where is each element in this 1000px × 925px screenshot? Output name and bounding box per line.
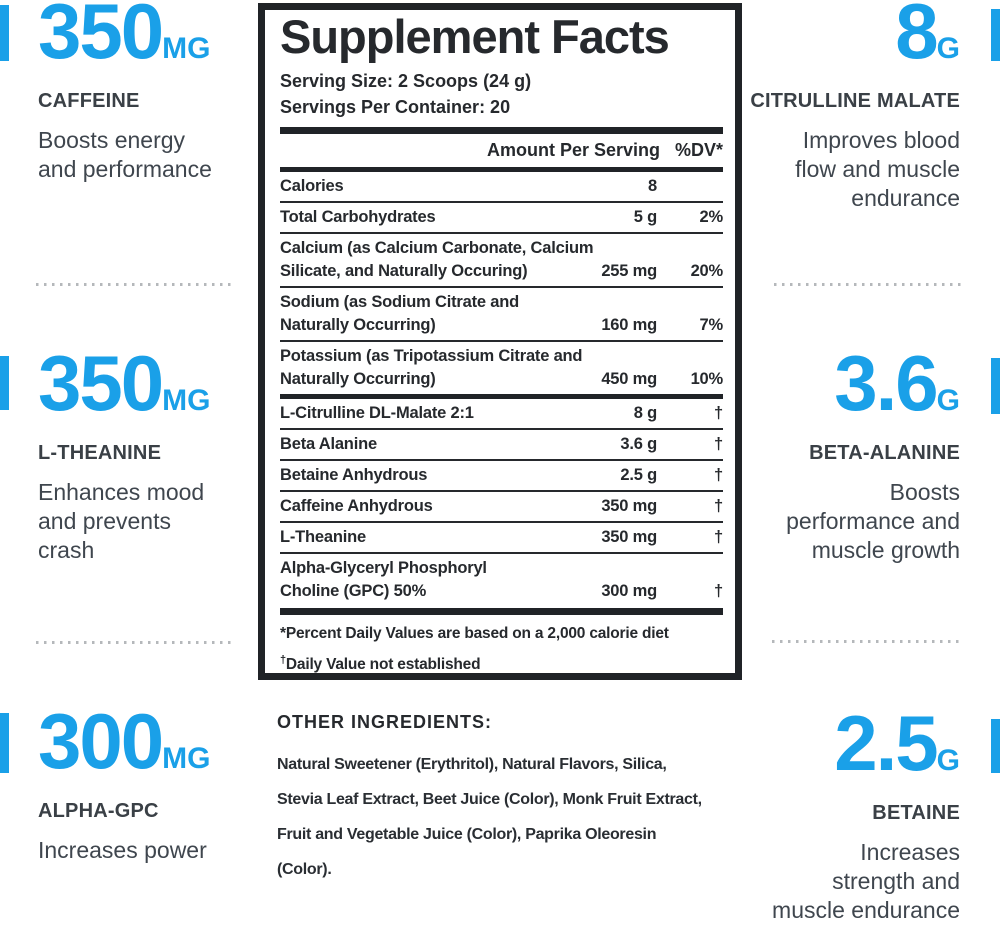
ingredient-amount: 450 mg — [601, 370, 657, 388]
dotted-divider-right-2 — [772, 640, 962, 643]
facts-row — [280, 342, 723, 394]
ingredient-amount: 3.6 g — [620, 435, 657, 453]
facts-row — [280, 234, 723, 286]
callout-description — [38, 126, 250, 184]
facts-row — [280, 492, 723, 521]
accent-bar-right-1 — [991, 9, 1000, 61]
facts-row — [280, 399, 723, 428]
accent-bar-right-2 — [991, 358, 1000, 414]
text-line: and prevents — [38, 508, 171, 534]
ingredient-dv: 2% — [699, 208, 723, 226]
facts-table — [280, 172, 723, 606]
ingredient-name: Betaine Anhydrous — [280, 466, 428, 484]
ingredient-name: Calories — [280, 177, 344, 195]
accent-bar-left-3 — [0, 713, 9, 773]
callout-description — [38, 478, 250, 565]
facts-row — [280, 430, 723, 459]
accent-bar-right-3 — [991, 719, 1000, 773]
ingredient-dv: † — [714, 466, 723, 484]
footnote-daily-value: †Daily Value not established — [280, 654, 481, 674]
text-line: Boosts energy — [38, 127, 186, 153]
footnote-percent-dv: *Percent Daily Values are based on a 2,000 calorie diet — [280, 625, 669, 642]
ingredient-dv: † — [714, 435, 723, 453]
ingredient-amount: 8 — [648, 177, 657, 195]
text-line: Stevia Leaf Extract, Beet Juice (Color), Monk Fruit Extract, — [277, 791, 702, 808]
callout-title: CITRULLINE MALATE — [750, 90, 960, 112]
text-line: Natural Sweetener (Erythritol), Natural Flavors, Silica, — [277, 756, 667, 773]
ingredient-name: Total Carbohydrates — [280, 208, 436, 226]
ingredient-dv: 20% — [690, 262, 723, 280]
servings-per-container: Servings Per Container: 20 — [280, 97, 511, 117]
callout-caffeine — [38, 0, 250, 184]
dotted-divider-right-1 — [774, 283, 962, 286]
text-line: crash — [38, 537, 95, 563]
panel-title: Supplement Facts — [280, 10, 669, 63]
callout-title: L-THEANINE — [38, 442, 162, 464]
text-line: muscle growth — [811, 537, 960, 563]
ingredient-amount: 160 mg — [601, 316, 657, 334]
facts-column-header — [280, 134, 723, 167]
ingredient-amount: 300 mg — [601, 582, 657, 600]
ingredient-amount: 255 mg — [601, 262, 657, 280]
callout-title: BETAINE — [872, 802, 960, 824]
serving-info — [280, 68, 723, 120]
ingredient-dv: † — [714, 528, 723, 546]
callout-betaine — [725, 699, 960, 925]
serving-size: Serving Size: 2 Scoops (24 g) — [280, 71, 532, 91]
heavy-rule — [280, 127, 723, 134]
column-amount-per-serving: Amount Per Serving — [486, 140, 660, 160]
ingredient-dv: † — [714, 497, 723, 515]
callout-amount: 300MG — [38, 697, 211, 785]
callout-alpha-gpc — [38, 697, 250, 865]
ingredient-amount: 350 mg — [601, 497, 657, 515]
text-line: Increases — [860, 839, 960, 865]
text-line: Improves blood — [802, 127, 960, 153]
footnotes — [280, 621, 723, 678]
facts-row — [280, 523, 723, 552]
other-ingredients-text — [277, 747, 757, 887]
dotted-divider-left-1 — [36, 283, 234, 286]
text-line: Fruit and Vegetable Juice (Color), Paprika Oleoresin — [277, 826, 657, 843]
text-line: and performance — [38, 156, 212, 182]
other-ingredients-section — [277, 712, 757, 887]
callout-title: CAFFEINE — [38, 90, 140, 112]
callout-description — [725, 478, 960, 565]
callout-amount: 350MG — [38, 0, 211, 75]
ingredient-name: Alpha-Glyceryl Phosphoryl Choline (GPC) 50% — [280, 559, 487, 600]
ingredient-amount: 5 g — [633, 208, 657, 226]
ingredient-amount: 8 g — [633, 404, 657, 422]
ingredient-name: L-Theanine — [280, 528, 367, 546]
ingredient-name: L-Citrulline DL-Malate 2:1 — [280, 404, 474, 422]
other-ingredients-heading: OTHER INGREDIENTS: — [277, 712, 493, 732]
ingredient-dv: † — [714, 582, 723, 600]
callout-amount: 350MG — [38, 339, 211, 427]
text-line: performance and — [786, 508, 960, 534]
ingredient-dv: 10% — [690, 370, 723, 388]
text-line: Boosts — [889, 479, 960, 505]
facts-row — [280, 203, 723, 232]
facts-row — [280, 172, 723, 201]
ingredient-name: Calcium (as Calcium Carbonate, Calcium Silicate, and Naturally Occuring) — [280, 239, 594, 280]
column-percent-dv: %DV* — [674, 140, 723, 160]
callout-description — [38, 836, 250, 865]
callout-description — [725, 126, 960, 213]
ingredient-name: Caffeine Anhydrous — [280, 497, 433, 515]
callout-citrulline-malate — [725, 0, 960, 213]
facts-row — [280, 554, 723, 606]
text-line: endurance — [851, 185, 960, 211]
text-line: flow and muscle — [795, 156, 960, 182]
accent-bar-left-1 — [0, 5, 9, 61]
callout-title: BETA-ALANINE — [809, 442, 960, 464]
facts-row — [280, 288, 723, 340]
ingredient-name: Potassium (as Tripotassium Citrate and Naturally Occurring) — [280, 347, 583, 388]
facts-row — [280, 461, 723, 490]
text-line: Increases power — [38, 837, 207, 863]
supplement-facts-panel — [258, 3, 742, 680]
callout-amount: 8G — [895, 0, 960, 75]
ingredient-amount: 350 mg — [601, 528, 657, 546]
text-line: (Color). — [277, 861, 332, 878]
ingredient-dv: 7% — [699, 316, 723, 334]
text-line: strength and — [832, 868, 960, 894]
accent-bar-left-2 — [0, 356, 9, 410]
callout-title: ALPHA-GPC — [38, 800, 159, 822]
callout-description — [725, 838, 960, 925]
dotted-divider-left-2 — [36, 641, 234, 644]
callout-amount: 2.5G — [834, 699, 960, 787]
text-line: muscle endurance — [772, 897, 960, 923]
dagger-symbol: † — [280, 654, 286, 666]
text-line: Enhances mood — [38, 479, 205, 505]
ingredient-dv: † — [714, 404, 723, 422]
ingredient-name: Beta Alanine — [280, 435, 377, 453]
callout-amount: 3.6G — [834, 339, 960, 427]
callout-beta-alanine — [725, 339, 960, 565]
callout-l-theanine — [38, 339, 250, 565]
heavy-rule — [280, 608, 723, 615]
ingredient-amount: 2.5 g — [620, 466, 657, 484]
ingredient-name: Sodium (as Sodium Citrate and Naturally Occurring) — [280, 293, 519, 334]
